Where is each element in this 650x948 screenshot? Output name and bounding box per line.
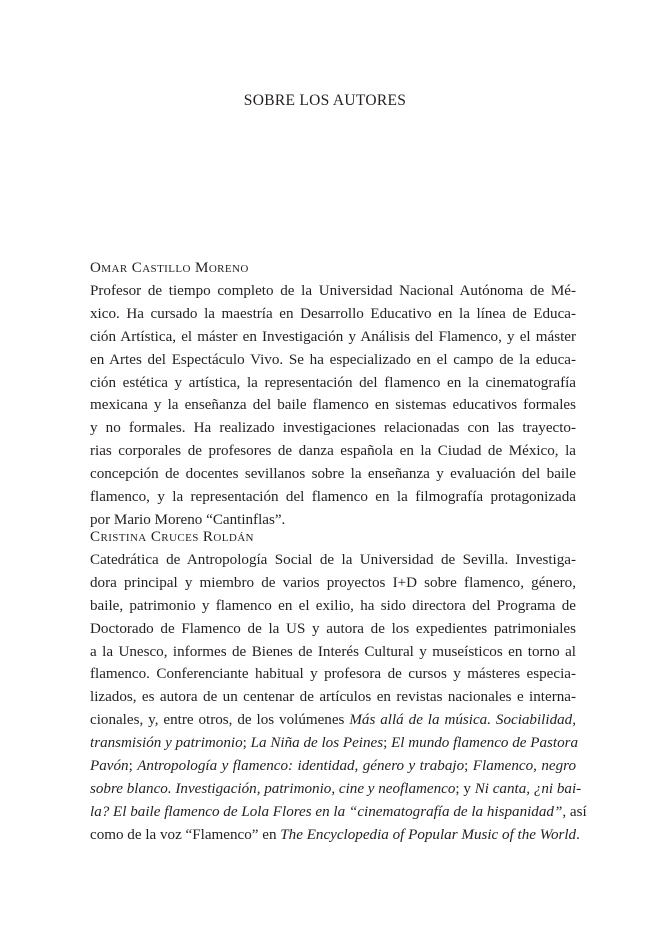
bio-line <box>90 755 576 778</box>
bio-line <box>90 778 582 801</box>
italic-text: sobre blanco. Investigación, patrimonio, cine y neoflamenco <box>90 780 456 797</box>
bio-line <box>90 349 576 372</box>
italic-text: Antropología y flamenco: identidad, género y trabajo <box>137 758 465 775</box>
text-run: a la Unesco, informes de Bienes de Interés Cultural y museísticos en torno al <box>90 643 576 660</box>
text-run: en Artes del Espectáculo Vivo. Se ha especializado en el campo de la educa- <box>90 351 576 368</box>
text-run: ; <box>128 758 138 775</box>
text-run: ción estética y artística, la representación del flamenco en la cinematografía <box>90 374 576 391</box>
author-section <box>90 526 587 847</box>
bio-line <box>90 824 580 847</box>
text-run: flamenco, y la representación del flamenco en la filmografía protagonizada <box>90 489 576 506</box>
italic-text: Pavón <box>90 758 129 775</box>
author-section <box>90 257 576 532</box>
italic-text: Ni canta, ¿ni bai- <box>474 780 582 797</box>
text-run: como de la voz “Flamenco” en <box>90 826 281 843</box>
bio-line <box>90 326 576 349</box>
text-run: dora principal y miembro de varios proyectos I+D sobre flamenco, género, <box>90 574 576 591</box>
author-bio <box>90 280 576 532</box>
author-bio <box>90 549 587 847</box>
text-run: ; y <box>455 780 475 797</box>
italic-text: El mundo flamenco de Pastora <box>391 735 579 752</box>
bio-line <box>90 709 576 732</box>
text-run: por Mario Moreno “Cantinflas”. <box>90 511 286 528</box>
italic-text: Flamenco, negro <box>472 758 577 775</box>
text-run: mexicana y la enseñanza del baile flamenco en sistemas educativos formales <box>90 397 576 414</box>
text-run: flamenco. Conferenciante habitual y profesora de cursos y másteres especia- <box>90 666 576 683</box>
bio-line <box>90 486 576 509</box>
text-run: Doctorado de Flamenco de la US y autora de los expedientes patrimoniales <box>90 620 576 637</box>
bio-line <box>90 686 576 709</box>
bio-line <box>90 641 576 664</box>
bio-line <box>90 372 576 395</box>
text-run: ; <box>464 758 473 775</box>
text-run: Catedrática de Antropología Social de la Universidad de Sevilla. Investiga- <box>90 551 576 568</box>
bio-line <box>90 463 576 486</box>
text-run: . <box>576 826 580 843</box>
bio-line <box>90 549 576 572</box>
author-name: Omar Castillo Moreno <box>90 260 249 276</box>
text-run: xico. Ha cursado la maestría en Desarrollo Educativo en la línea de Educa- <box>90 305 576 322</box>
text-run: baile, patrimonio y flamenco en el exilio, ha sido directora del Programa de <box>90 597 576 614</box>
bio-line <box>90 303 576 326</box>
text-run: y no formales. Ha realizado investigaciones relacionadas con las trayecto- <box>90 420 576 437</box>
text-run: concepción de docentes sevillanos sobre la enseñanza y evaluación del baile <box>90 466 576 483</box>
italic-text: La Niña de los Peines <box>250 735 384 752</box>
bio-line <box>90 595 576 618</box>
text-run: rias corporales de profesores de danza española en la Ciudad de México, la <box>90 443 576 460</box>
italic-text: transmisión y patrimonio <box>90 735 243 752</box>
bio-line <box>90 663 576 686</box>
bio-line <box>90 394 576 417</box>
text-run: ción Artística, el máster en Investigación y Análisis del Flamenco, y el máster <box>90 328 576 345</box>
text-run: Profesor de tiempo completo de la Universidad Nacional Autónoma de Mé- <box>90 282 576 299</box>
text-run: , así <box>562 803 587 820</box>
bio-line <box>90 732 579 755</box>
text-run: ; <box>242 735 251 752</box>
text-run: lizados, es autora de un centenar de artículos en revistas nacionales e interna- <box>90 689 576 706</box>
italic-text: la? El baile flamenco de Lola Flores en la “cinematografía de la hispanidad” <box>90 803 563 820</box>
author-name: Cristina Cruces Roldán <box>90 529 254 545</box>
italic-text: Más allá de la música. Sociabilidad, <box>349 712 576 729</box>
bio-line <box>90 417 576 440</box>
bio-line <box>90 280 576 303</box>
bio-line <box>90 572 576 595</box>
bio-line <box>90 440 576 463</box>
text-run: ; <box>383 735 392 752</box>
page-title: SOBRE LOS AUTORES <box>243 92 407 109</box>
italic-text: The Encyclopedia of Popular Music of the World <box>280 826 577 843</box>
text-run: cionales, y, entre otros, de los volúmenes <box>90 712 350 729</box>
bio-line <box>90 801 587 824</box>
bio-line <box>90 618 576 641</box>
